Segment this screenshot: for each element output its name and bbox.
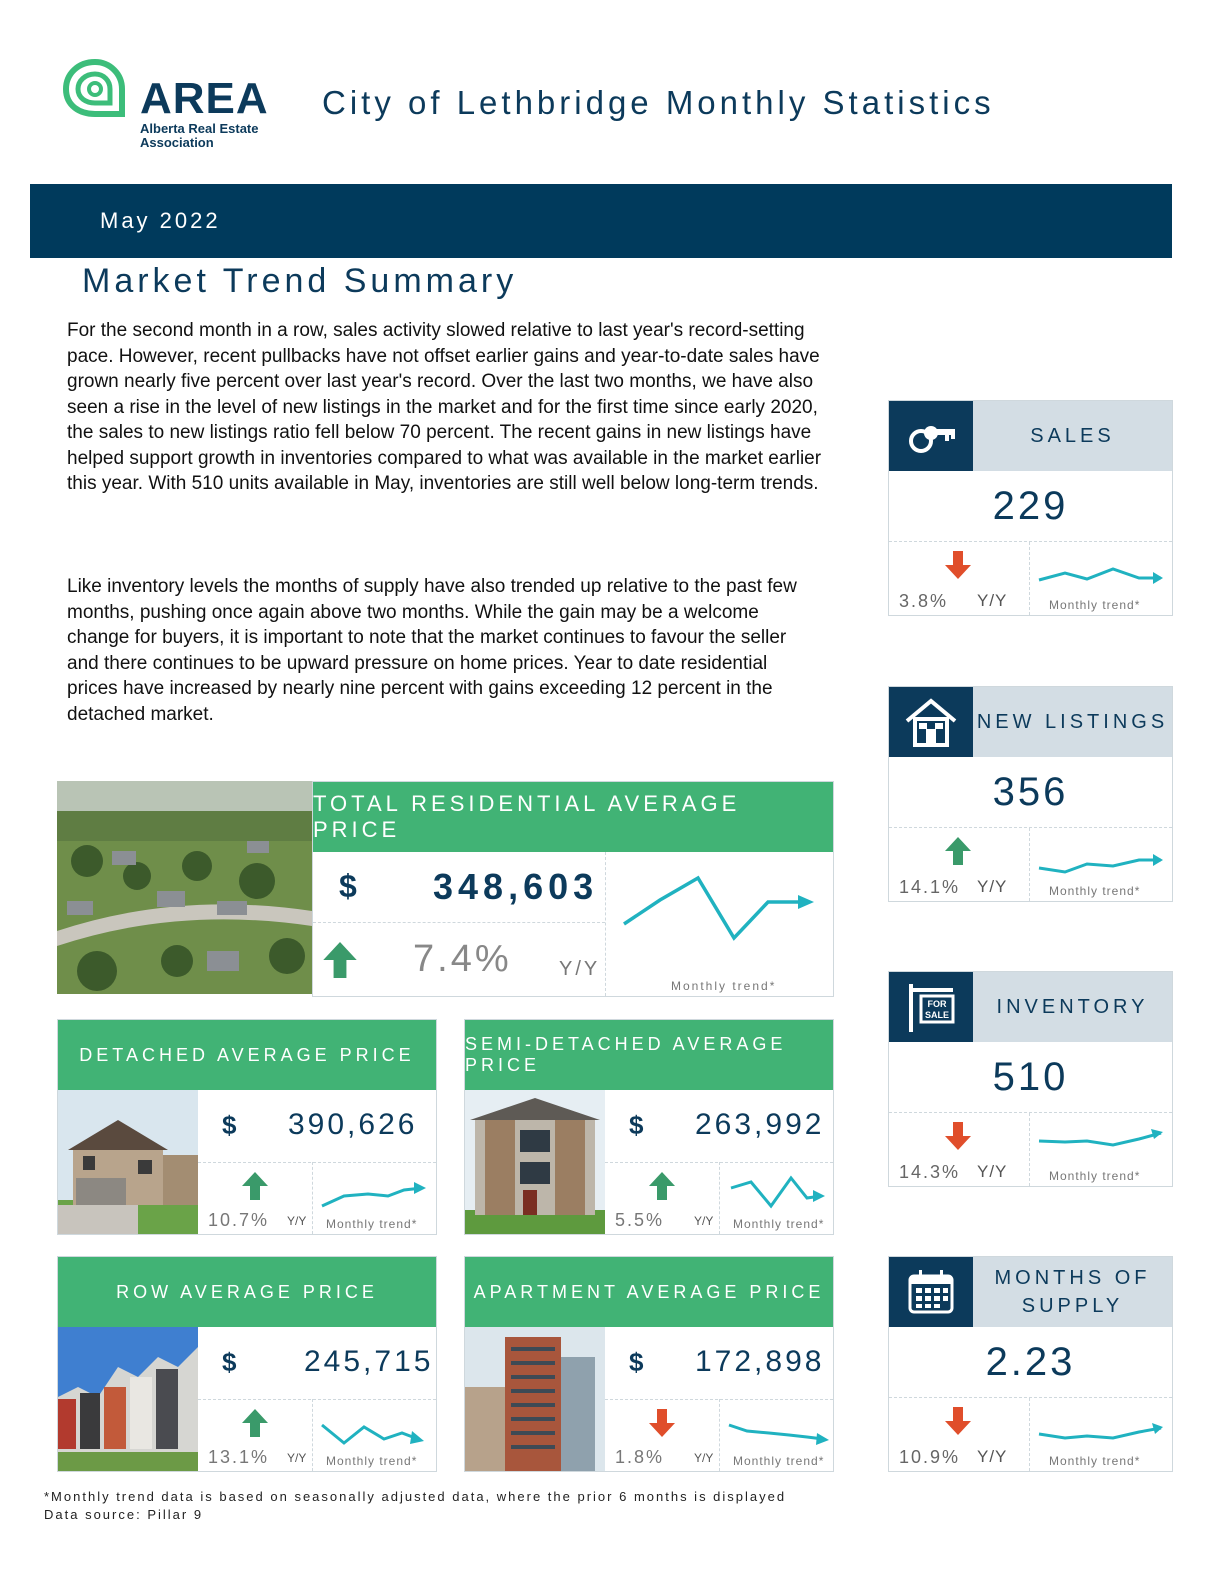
inventory-value: 510 bbox=[889, 1042, 1172, 1113]
row-yy-label: Y/Y bbox=[287, 1451, 307, 1465]
inventory-trend-label: Monthly trend* bbox=[1049, 1169, 1141, 1183]
apartment-title: APARTMENT AVERAGE PRICE bbox=[465, 1257, 833, 1327]
new-listings-yy-label: Y/Y bbox=[977, 877, 1008, 896]
sales-title: SALES bbox=[973, 401, 1172, 471]
dollar-sign: $ bbox=[339, 868, 357, 904]
months-of-supply-value: 2.23 bbox=[889, 1327, 1172, 1398]
arrow-up-icon bbox=[649, 1172, 675, 1200]
row-trend-label: Monthly trend* bbox=[326, 1454, 418, 1468]
arrow-up-icon bbox=[242, 1409, 268, 1437]
apartment-yy-label: Y/Y bbox=[694, 1451, 714, 1465]
row-house-photo bbox=[58, 1327, 198, 1471]
house-icon bbox=[889, 687, 973, 757]
page-title: City of Lethbridge Monthly Statistics bbox=[322, 84, 995, 121]
detached-house-photo bbox=[58, 1090, 198, 1234]
for-sale-sign-icon bbox=[889, 972, 973, 1042]
total-residential-title: TOTAL RESIDENTIAL AVERAGE PRICE bbox=[313, 782, 833, 852]
months-of-supply-title: MONTHS OF SUPPLY bbox=[973, 1257, 1172, 1327]
divider bbox=[198, 1162, 436, 1163]
semi-detached-trend-label: Monthly trend* bbox=[733, 1217, 825, 1231]
inventory-trend-chart bbox=[1035, 1127, 1165, 1163]
logo-subtitle: Alberta Real Estate Association bbox=[140, 121, 259, 150]
total-residential-yy-label: Y/Y bbox=[559, 958, 601, 980]
data-source: Data source: Pillar 9 bbox=[44, 1507, 204, 1522]
months-of-supply-change: 10.9% bbox=[899, 1447, 961, 1467]
date-banner bbox=[30, 184, 1172, 258]
apartment-building-photo bbox=[465, 1327, 605, 1471]
semi-detached-house-photo bbox=[465, 1090, 605, 1234]
dollar-sign: $ bbox=[222, 1347, 237, 1377]
arrow-down-icon bbox=[649, 1409, 675, 1437]
months-of-supply-yy-label: Y/Y bbox=[977, 1447, 1008, 1466]
detached-change: 10.7% bbox=[208, 1210, 270, 1230]
arrow-up-icon bbox=[323, 942, 357, 978]
detached-title: DETACHED AVERAGE PRICE bbox=[58, 1020, 436, 1090]
total-residential-trend-chart bbox=[618, 868, 818, 948]
summary-paragraph-1: For the second month in a row, sales activity slowed relative to last year's record-setting pace. However, recent pullbacks have not offset earlier gains and year-to-date sales have grown nearly five percent over last year's record. Over the last two months, we have also seen a rise in the level of new listings in the market and for the first time since early 2020, the sales to new listings ratio fell below 70 percent. The recent gains in new listings have helped support growth in inventories compared to what was available in the market earlier this year. With 510 units available in May, inventories are still well below long-term trends. bbox=[67, 320, 822, 494]
new-listings-trend-label: Monthly trend* bbox=[1049, 884, 1141, 898]
arrow-down-icon bbox=[945, 1407, 971, 1435]
divider bbox=[313, 922, 605, 923]
divider bbox=[1029, 828, 1030, 901]
arrow-up-icon bbox=[242, 1172, 268, 1200]
new-listings-card bbox=[888, 686, 1173, 902]
divider bbox=[1029, 542, 1030, 615]
semi-detached-value: 263,992 bbox=[695, 1108, 825, 1141]
sales-trend-chart bbox=[1035, 556, 1165, 592]
sales-card bbox=[888, 400, 1173, 616]
detached-yy-label: Y/Y bbox=[287, 1214, 307, 1228]
divider bbox=[312, 1162, 313, 1234]
apartment-card bbox=[464, 1256, 834, 1472]
detached-trend-label: Monthly trend* bbox=[326, 1217, 418, 1231]
arrow-up-icon bbox=[945, 837, 971, 865]
divider bbox=[605, 852, 606, 996]
footnote: *Monthly trend data is based on seasonally adjusted data, where the prior 6 months is displayed bbox=[44, 1489, 787, 1504]
row-card bbox=[57, 1256, 437, 1472]
keys-icon bbox=[889, 401, 973, 471]
sales-value: 229 bbox=[889, 471, 1172, 542]
aerial-neighbourhood-photo bbox=[57, 781, 312, 994]
report-date: May 2022 bbox=[100, 208, 221, 233]
months-of-supply-trend-label: Monthly trend* bbox=[1049, 1454, 1141, 1468]
summary-title: Market Trend Summary bbox=[82, 262, 518, 300]
new-listings-value: 356 bbox=[889, 757, 1172, 828]
apartment-trend-label: Monthly trend* bbox=[733, 1454, 825, 1468]
total-residential-change: 7.4% bbox=[413, 938, 512, 980]
arrow-down-icon bbox=[945, 1122, 971, 1150]
svg-text:FOR: FOR bbox=[927, 999, 947, 1009]
summary-paragraph-2: Like inventory levels the months of supply have also trended up relative to the past few months, pushing once again above two months. While the gain may be a welcome change for buyers, it is important to note that the market continues to favour the seller and there continues to be upward pressure on home prices. Year to date residential prices have increased by nearly nine percent with gains exceeding 12 percent in the detached market. bbox=[67, 576, 797, 725]
divider bbox=[719, 1162, 720, 1234]
divider bbox=[719, 1399, 720, 1471]
svg-text:SALE: SALE bbox=[924, 1010, 950, 1020]
new-listings-title: NEW LISTINGS bbox=[973, 687, 1172, 757]
semi-detached-yy-label: Y/Y bbox=[694, 1214, 714, 1228]
dollar-sign: $ bbox=[222, 1110, 237, 1140]
row-trend-chart bbox=[318, 1409, 428, 1449]
area-logo bbox=[60, 56, 280, 156]
area-logo-mark-icon bbox=[60, 56, 130, 126]
apartment-trend-chart bbox=[725, 1409, 835, 1449]
new-listings-trend-chart bbox=[1035, 842, 1165, 878]
dollar-sign: $ bbox=[629, 1110, 644, 1140]
inventory-change: 14.3% bbox=[899, 1162, 961, 1182]
sales-trend-label: Monthly trend* bbox=[1049, 598, 1141, 612]
semi-detached-title: SEMI-DETACHED AVERAGE PRICE bbox=[465, 1020, 833, 1090]
total-residential-trend-label: Monthly trend* bbox=[671, 979, 777, 993]
months-of-supply-trend-chart bbox=[1035, 1412, 1165, 1448]
divider bbox=[198, 1399, 436, 1400]
inventory-title: INVENTORY bbox=[973, 972, 1172, 1042]
inventory-card bbox=[888, 971, 1173, 1187]
dollar-sign: $ bbox=[629, 1347, 644, 1377]
inventory-yy-label: Y/Y bbox=[977, 1162, 1008, 1181]
apartment-value: 172,898 bbox=[695, 1345, 825, 1378]
row-change: 13.1% bbox=[208, 1447, 270, 1467]
total-residential-value: 348,603 bbox=[433, 866, 599, 907]
sales-change: 3.8% bbox=[899, 591, 949, 611]
apartment-change: 1.8% bbox=[615, 1447, 665, 1467]
calendar-icon bbox=[889, 1257, 973, 1327]
semi-detached-card bbox=[464, 1019, 834, 1235]
months-of-supply-card bbox=[888, 1256, 1173, 1472]
semi-detached-trend-chart bbox=[725, 1172, 835, 1212]
logo-text: AREA bbox=[140, 74, 269, 123]
detached-value: 390,626 bbox=[288, 1108, 418, 1141]
total-residential-card bbox=[312, 781, 834, 997]
divider bbox=[1029, 1398, 1030, 1471]
divider bbox=[1029, 1113, 1030, 1186]
semi-detached-change: 5.5% bbox=[615, 1210, 665, 1230]
sales-yy-label: Y/Y bbox=[977, 591, 1008, 610]
row-value: 245,715 bbox=[304, 1345, 434, 1378]
detached-card bbox=[57, 1019, 437, 1235]
divider bbox=[312, 1399, 313, 1471]
arrow-down-icon bbox=[945, 551, 971, 579]
row-title: ROW AVERAGE PRICE bbox=[58, 1257, 436, 1327]
new-listings-change: 14.1% bbox=[899, 877, 961, 897]
detached-trend-chart bbox=[318, 1172, 428, 1212]
